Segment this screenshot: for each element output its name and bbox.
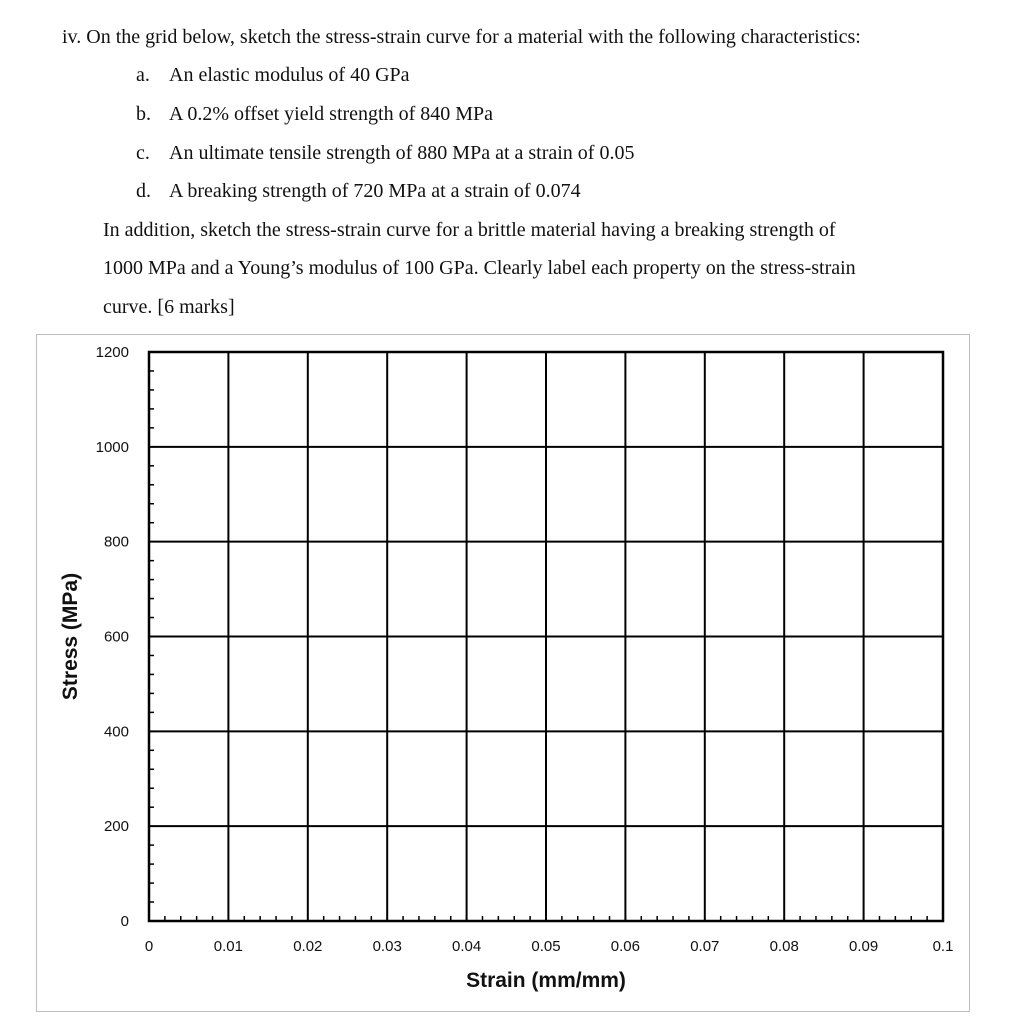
item-text: A 0.2% offset yield strength of 840 MPa (169, 103, 494, 125)
instruction-line: In addition, sketch the stress-strain curve for a brittle material having a breaking strength of (103, 219, 836, 241)
x-tick-label: 0.06 (610, 938, 641, 955)
x-tick-label: 0.1 (932, 938, 954, 955)
y-tick-label: 600 (103, 628, 129, 646)
x-tick-label: 0.05 (531, 938, 561, 955)
y-axis-title: Stress (MPa) (59, 572, 82, 701)
x-tick-label: 0.02 (293, 938, 323, 955)
x-tick-label: 0.09 (848, 938, 879, 955)
x-axis-title: Strain (mm/mm) (466, 969, 626, 992)
x-tick-label: 0.07 (690, 938, 720, 955)
y-tick-label: 200 (103, 818, 129, 836)
y-tick-label: 0 (120, 913, 129, 930)
instruction-line: curve. [6 marks] (103, 296, 235, 318)
x-tick-label: 0 (144, 938, 154, 955)
y-tick-label: 800 (103, 533, 129, 551)
y-tick-label: 1200 (95, 344, 129, 361)
x-tick-label: 0.01 (213, 938, 244, 955)
item-letter: d. (136, 180, 151, 202)
item-letter: c. (136, 142, 150, 164)
x-tick-label: 0.08 (769, 938, 799, 955)
y-tick-label: 400 (103, 723, 129, 741)
item-letter: a. (136, 64, 150, 86)
item-text: An ultimate tensile strength of 880 MPa at a strain of 0.05 (169, 142, 635, 164)
instruction-line: 1000 MPa and a Young’s modulus of 100 GPa. Clearly label each property on the stress-strain (103, 257, 856, 279)
item-text: An elastic modulus of 40 GPa (169, 64, 410, 86)
x-tick-label: 0.04 (451, 938, 482, 955)
item-text: A breaking strength of 720 MPa at a strain of 0.074 (169, 180, 581, 202)
question-heading: iv. On the grid below, sketch the stress-strain curve for a material with the following characteristics: (62, 26, 861, 48)
y-tick-label: 1000 (95, 438, 129, 456)
x-tick-label: 0.03 (372, 938, 402, 955)
item-letter: b. (136, 103, 151, 125)
